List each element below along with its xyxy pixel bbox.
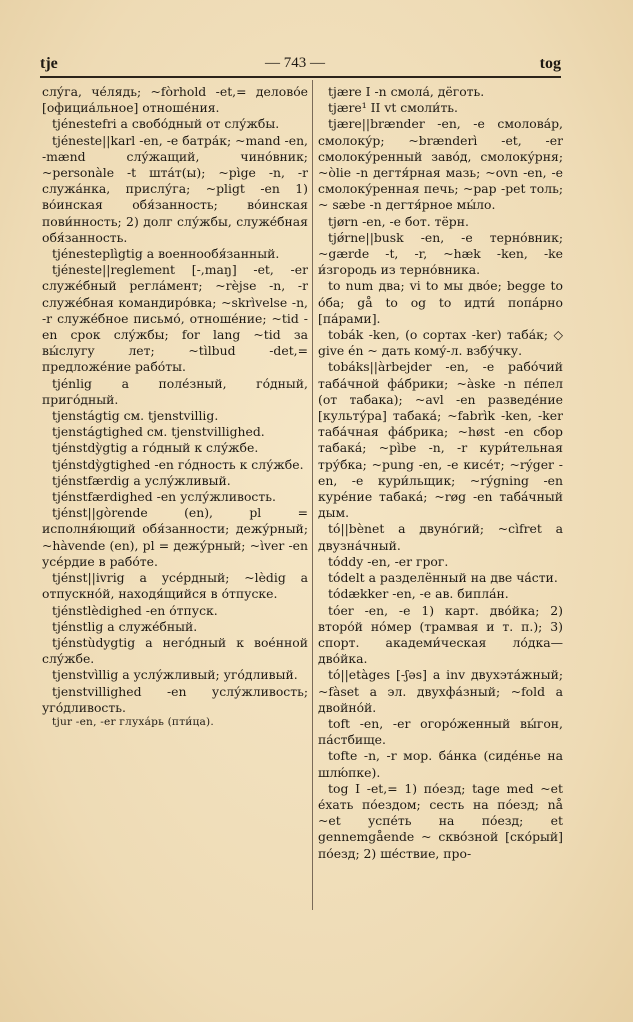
dictionary-entry: слу́га, че́лядь; ~fòrhold -et,= делово́е [официа́льное] отноше́ния.: [42, 84, 308, 116]
dictionary-entry: tjære||brænder -en, -e смолова́р, смолоку́р; ~brænderì -et, -er смолоку́ренный заво́д, смолоку́рня; ~òlie -n дегтя́рная мазь; ~ovn -en, -e смолоку́ренная печь; ~pap -pet толь; ~ sæbe -n дегтя́рное мы́ло.: [318, 116, 563, 213]
left-column: [42, 84, 308, 906]
dictionary-entry: tjénst||gòrende (en), pl = исполня́ющий обя́занности; дежу́рный; ~hàvende (en), pl = дежу́рный; ~ìver -en усе́рдие в рабо́те.: [42, 505, 308, 569]
dictionary-entry: tjenstágtig см. tjenstvillig.: [52, 408, 219, 424]
dictionary-entry: tofte -n, -r мор. ба́нка (сиде́нье на шлю́пке).: [318, 748, 563, 780]
dictionary-entry: tódelt a разделённый на две ча́сти.: [328, 570, 558, 586]
dictionary-entry: tjørn -en, -e бот. тёрн.: [328, 213, 469, 229]
dictionary-entry: tjenstvillighed -en услу́жливость; уго́дливость.: [42, 683, 308, 715]
dictionary-entry: tjéneste||karl -en, -e батра́к; ~mand -en, -mænd слу́жащий, чино́вник; ~personàle -t шта́т(ы); ~pìge -n, -r служа́нка, прислу́га; ~pligt -en 1) во́инская обя́занность; во́инская пови́нность; 2) долг слу́жбы, служе́бная обя́занность.: [42, 132, 308, 245]
dictionary-entry: tobák -ken, (о сортах -ker) таба́к; ◇ give én ~ дать кому́-л. взбу́чку.: [318, 327, 563, 359]
dictionary-entry: tóddy -en, -er грог.: [328, 553, 449, 569]
dictionary-entry: toft -en, -er огоро́женный вы́гон, па́стбище.: [318, 715, 563, 748]
dictionary-entry: tobáks||àrbejder -en, -e рабо́чий таба́чной фа́брики; ~àske -n пе́пел (от табака); ~avl -en разведе́ние [культу́ра] табака́; ~fabrìk -ken, -ker таба́чная фа́брика; ~høst -en сбор табака́; ~pìbe -n, -r кури́тельная тру́бка; ~pung -en, -e кисе́т; ~rýger -en, -e кури́льщик; ~rýgning -en куре́ние табака́; ~røg -en таба́чный дым.: [318, 359, 563, 521]
dictionary-entry: tjenstvìllig a услу́жливый; уго́дливый.: [52, 667, 298, 683]
dictionary-entry: tjénstlig a служе́бный.: [52, 618, 198, 634]
dictionary-entry: tjénstfærdighed -en услу́жливость.: [52, 489, 276, 505]
dictionary-entry: tjur -en, -er глуха́рь (пти́ца).: [52, 715, 214, 728]
dictionary-entry: tjære I -n смола́, дёготь.: [328, 84, 485, 99]
dictionary-entry: tódækker -en, -e ав. бипла́н.: [328, 586, 509, 602]
dictionary-entry: tjénesteplìgtig a военнообя́занный.: [52, 246, 280, 262]
dictionary-entry: tó||etàges [-ʃəs] a inv двухэта́жный; ~fàset a эл. двухфа́зный; ~fold a двойно́й.: [318, 667, 563, 715]
dictionary-entry: tjéneste||reglement [-,maŋ] -et, -er служе́бный регла́мент; ~rèjse -n, -r служе́бная командиро́вка; ~skrìvelse -n, -r служе́бное письмо́, отноше́ние; ~tid -en срок слу́жбы; for lang ~tid за вы́слугу лет; ~tìlbud -det,= предложе́ние рабо́ты.: [42, 262, 308, 375]
header-guide-word-left: tje: [40, 55, 58, 72]
dictionary-entry: tjénst||ivrig a усе́рдный; ~lèdig a отпускно́й, находя́щийся в о́тпуске.: [42, 570, 308, 602]
dictionary-entry: to num два; vi to мы дво́е; begge to о́ба; gå to og to идти́ попа́рно [па́рами].: [318, 278, 563, 326]
dictionary-entry: tjǿrne||busk -en, -e терно́вник; ~gærde -t, -r, ~hæk -ken, -ke и́згородь из терно́вника.: [318, 229, 563, 278]
column-divider: [312, 80, 313, 910]
dictionary-entry: tó||bènet a двуно́гий; ~cìfret a двузна́чный.: [318, 521, 563, 553]
dictionary-entry: tjénstdỳgtighed -en го́дность к слу́жбе.: [52, 456, 304, 472]
dictionary-entry: tjénstfærdig a услу́жливый.: [52, 472, 231, 488]
dictionary-entry: tjénstlèdighed -en о́тпуск.: [52, 602, 218, 618]
dictionary-entry: tóer -en, -e 1) карт. дво́йка; 2) второ́й но́мер (трамвая и т. п.); 3) спорт. академи́ческая ло́дка— дво́йка.: [318, 602, 563, 667]
dictionary-entry: tjenstágtighed см. tjenstvillighed.: [52, 424, 265, 440]
dictionary-entry: tjénestefri a свобо́дный от слу́жбы.: [52, 116, 280, 132]
dictionary-entry: tjénstdỳgtig a го́дный к слу́жбе.: [52, 440, 259, 456]
header-rule: [40, 76, 561, 78]
dictionary-entry: tjénlig a поле́зный, го́дный, приго́дный.: [42, 375, 308, 407]
page-number: — 743 —: [265, 55, 325, 71]
dictionary-entry: tjénstùdygtig a него́дный к вое́нной слу́жбе.: [42, 634, 308, 667]
page-header: [40, 52, 561, 74]
dictionary-entry: tog I -et,= 1) по́езд; tage med ~et е́хать по́ездом; сесть на по́езд; nå ~et успе́ть на по́езд; et gennemgående ~ скво́зной [ско́рый] по́езд; 2) ше́ствие, про-: [318, 780, 563, 861]
right-column: [318, 84, 563, 906]
dictionary-entry: tjære¹ II vt смоли́ть.: [328, 100, 458, 116]
header-guide-word-right: tog: [539, 55, 561, 72]
